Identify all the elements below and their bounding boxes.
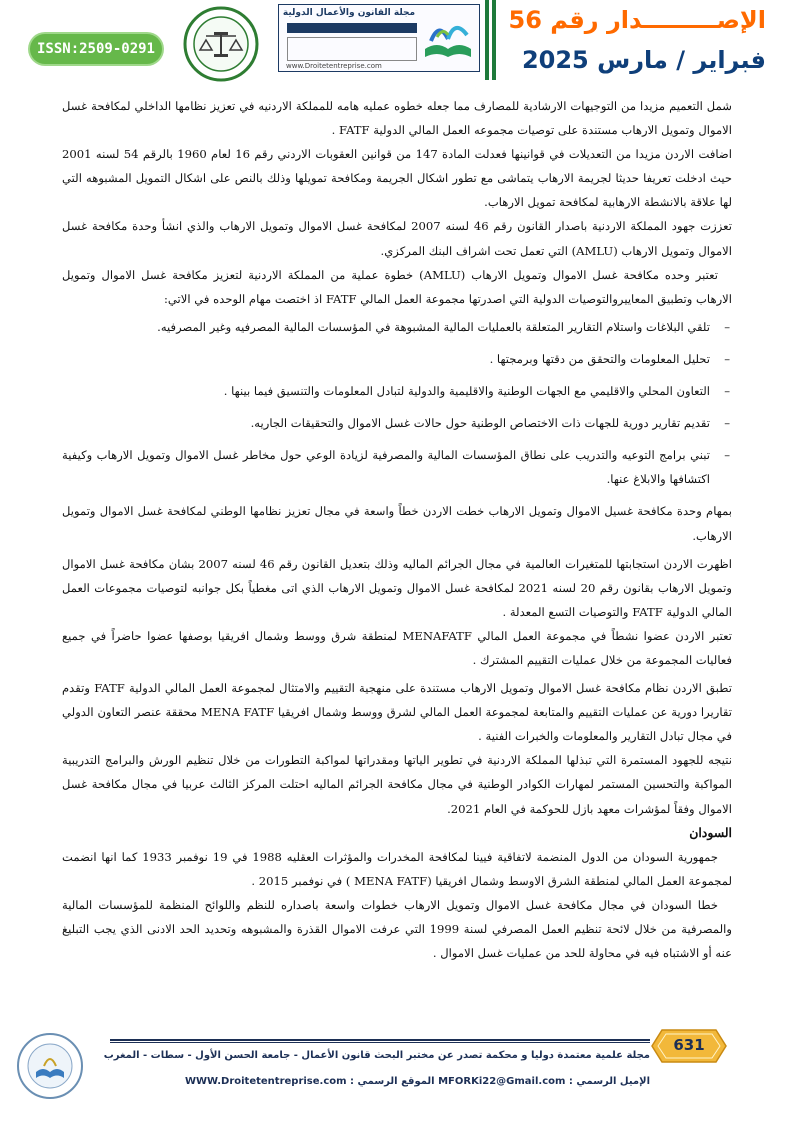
list-item bbox=[62, 443, 732, 491]
paragraph: تعتبر وحده مكافحة غسل الاموال وتمويل الارهاب (AMLU) خطوة عملية من المملكة الاردنية لتعزيز مكافحة غسل الاموال وتمويل الارهاب وتطبيق المعاييروالتوصيات الدولية التي اصدرتها مجموعة العمل المالي FATF اذ اختصت مهام الوحده في الاتي: bbox=[62, 267, 732, 306]
list-item bbox=[62, 411, 732, 435]
page-number-badge bbox=[650, 1024, 728, 1068]
logo-band bbox=[287, 23, 417, 33]
unit-tasks-list bbox=[62, 315, 732, 492]
header-website: www.Droitetentreprise.com bbox=[286, 62, 382, 70]
open-book-icon bbox=[421, 11, 475, 63]
list-item-text: تحليل المعلومات والتحقق من دقتها وبرمجتها . bbox=[489, 351, 710, 366]
list-item bbox=[62, 315, 732, 339]
list-item-text: تبني برامج التوعيه والتدريب على نطاق المؤسسات المالية والمصرفية لزيادة الوعي حول مخاطر غسل الاموال وتمويل الارهاب وكيفية اكتشافها والابلاغ عنها. bbox=[62, 448, 710, 487]
page-header bbox=[0, 0, 794, 90]
footer-divider bbox=[110, 1042, 650, 1043]
dash-icon: – bbox=[724, 351, 730, 366]
logo-subbox bbox=[287, 37, 417, 61]
header-divider bbox=[485, 0, 489, 80]
dash-icon: – bbox=[724, 384, 730, 399]
paragraph: بمهام وحدة مكافحة غسيل الاموال وتمويل الارهاب خطت الاردن خطاً واسعة في مجال تعزيز نظامها الوطني لمكافحة غسل الاموال وتمويل الارهاب. bbox=[62, 504, 732, 543]
paragraph: اضافت الاردن مزيدا من التعديلات في قوانينها فعدلت المادة 147 من قوانين العقوبات الاردني رقم 16 لعام 1960 بالرقم 54 لسنه 2001 حيث ادخلت تعريفا حديثا لجريمة الارهاب يتماشى مع تطور اشكال الجريمة ومكافحة تمويلها وذلك بالنص على اشكال التمويل المشبوهه التي لها علاقة بالانشطة الارهابية لمكافحة تمويل الارهاب. bbox=[62, 147, 732, 210]
lab-seal-logo bbox=[176, 6, 266, 82]
dash-icon: – bbox=[724, 448, 730, 463]
paragraph: جمهورية السودان من الدول المنضمة لاتفاقية فيينا لمكافحة المخدرات والمؤثرات العقليه 1988 في 19 نوفمبر 1933 كما انها انضمت لمجموعة العمل المالي لمنطقة الشرق الاوسط وشمال افريقيا (MENA FATF ) في نوفمبر 2015 . bbox=[62, 849, 732, 888]
paragraph: تعززت جهود المملكة الاردنية باصدار القانون رقم 46 لسنه 2007 لمكافحة غسل الاموال وتمويل الارهاب والذي انشأ وحدة مكافحة غسل الاموال وتمويل الارهاب (AMLU) التي تعمل تحت اشراف البنك المركزي. bbox=[62, 219, 732, 258]
paragraph: نتيجه للجهود المستمرة التي تبذلها المملكة الاردنية في تطوير الياتها ومقدراتها لمواكبة التطورات من خلال تنظيم الورش والبرامج التدريبية المواكبة والتحسين المستمر لمهارات الكوادر الوطنية في مجال مكافحة الجرائم الماليه احتلت المركز الثالث عربيا في مجال مكافحة غسل الاموال وفقاً لمؤشرات معهد بازل للحوكمة في العام 2021. bbox=[62, 753, 732, 816]
paragraph: شمل التعميم مزيدا من التوجيهات الارشادية للمصارف مما جعله خطوه عمليه هامه للمملكة الاردنيه في تعزيز نظامها الداخلي لمكافحة غسل الاموال وتمويل الارهاب مستندة على توصيات مجموعه العمل المالي الدولية FATF . bbox=[62, 99, 732, 138]
issue-date: فبراير / مارس 2025 bbox=[521, 46, 766, 74]
dash-icon: – bbox=[724, 416, 730, 431]
list-item-text: تلقي البلاغات واستلام التقارير المتعلقة بالعمليات المالية المشبوهة في المؤسسات المالية المصرفيه وغير المصرفيه. bbox=[157, 319, 710, 334]
author-seal-logo bbox=[16, 1032, 84, 1100]
list-item bbox=[62, 379, 732, 403]
paragraph: اظهرت الاردن استجابتها للمتغيرات العالمية في مجال الجرائم الماليه وذلك بتعديل القانون رقم 46 لسنه 2007 بشان مكافحة غسل الاموال وتمويل الارهاب بقانون رقم 20 لسنه 2021 لمكافحة غسل الاموال وتمويل الارهاب الذي اتى مغطياً بكل جوانبه لتوصيات مجموعات العمل المالي الدولية FATF والتوصيات التسع المعدلة . bbox=[62, 556, 732, 619]
section-title: السودان bbox=[689, 824, 732, 840]
list-item-text: تقديم تقارير دورية للجهات ذات الاختصاص الوطنية حول حالات غسل الاموال والتحقيقات الجاريه. bbox=[250, 416, 710, 431]
footer-journal-info: مجلة علمية معتمدة دوليا و محكمة تصدر عن مختبر البحث قانون الأعمال - جامعة الحسن الأول - سطات - المغرب bbox=[103, 1050, 650, 1061]
header-divider bbox=[492, 0, 496, 80]
list-item-text: التعاون المحلي والاقليمي مع الجهات الوطنية والاقليمية والدولية لتبادل المعلومات والتنسيق فيما بينها . bbox=[223, 384, 710, 399]
issue-number: الإصـــــــــدار رقم 56 bbox=[508, 6, 766, 34]
dash-icon: – bbox=[724, 319, 730, 334]
paragraph: تطبق الاردن نظام مكافحة غسل الاموال وتمويل الارهاب مستندة على منهجية التقييم والامتثال لمجموعة العمل المالي الدولية FATF وتقدم تقاريرا دورية عن عمليات التقييم والمتابعة لمجموعة العمل المالي لشرق ووسط وشمال افريقيا MENA FATF محققة عنصر التعاون الدولي في مجال تبادل التقارير والمعلومات والخبرات الفنية . bbox=[62, 681, 733, 744]
list-item bbox=[62, 347, 732, 371]
footer-divider bbox=[110, 1039, 650, 1041]
page-number: 631 bbox=[673, 1036, 705, 1054]
article-body bbox=[62, 94, 732, 965]
journal-name: مجلة القانون والأعمال الدولية bbox=[282, 8, 416, 18]
paragraph: تعتبر الاردن عضوا نشطاً في مجموعة العمل المالي MENAFATF لمنطقة شرق ووسط وشمال افريقيا بوصفها عضوا حاضراً في جميع فعاليات المجموعة من خلال عمليات التقييم المشترك . bbox=[62, 628, 732, 667]
footer-contact: الإميل الرسمي : MFORKi22@Gmail.com الموقع الرسمي : WWW.Droitetentreprise.com bbox=[184, 1076, 650, 1087]
issn-badge: ISSN:2509-0291 bbox=[30, 34, 162, 64]
paragraph: خطا السودان في مجال مكافحة غسل الاموال وتمويل الارهاب خطوات واسعة باصداره للنظم واللوائح المنظمة للمؤسسات المالية والمصرفية من خلال لائحة تنظيم العمل المصرفي لسنة 1999 التي عرفت الاموال القذرة والمشبوهه وتحديد الحد الادنى الذي يجب التبليغ عنه أو الاشتباه فيه في محاولة للحد من عمليات غسل الاموال . bbox=[62, 897, 732, 961]
